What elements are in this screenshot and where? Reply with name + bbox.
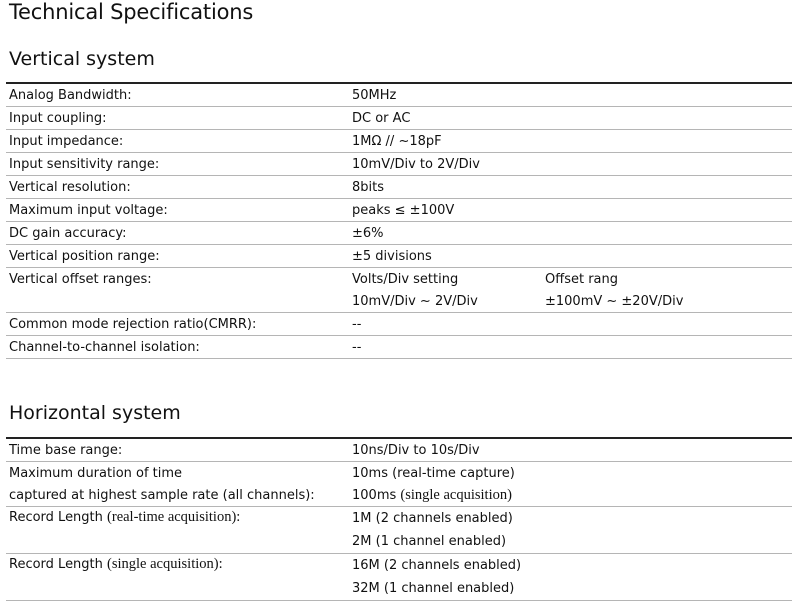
table-row (6, 176, 792, 199)
record-realtime-value-2: 2M (1 channel enabled) (352, 534, 507, 549)
spec-label: Input coupling: (6, 107, 349, 130)
table-row (6, 484, 792, 507)
spec-value: 10mV/Div to 2V/Div (349, 153, 792, 176)
record-single-label-note: (single acquisition): (107, 556, 223, 572)
table-row (6, 462, 792, 485)
spec-label: Channel-to-channel isolation: (6, 336, 349, 359)
duration-value-note: (single acquisition) (400, 486, 512, 503)
record-single-value-1: 16M (2 channels enabled) (352, 558, 522, 573)
spec-value: 50MHz (349, 83, 792, 107)
vertical-system-table (6, 82, 792, 359)
spec-value: 10ms (real-time capture) (352, 465, 515, 481)
table-row (6, 336, 792, 359)
spec-label (6, 507, 349, 554)
record-single-value-2: 32M (1 channel enabled) (352, 581, 515, 596)
table-row (6, 438, 792, 462)
spec-label: Input sensitivity range: (6, 153, 349, 176)
table-row (6, 313, 792, 336)
record-single-label-main: Record Length (9, 557, 103, 572)
spec-value: 1MΩ // ~18pF (349, 130, 792, 153)
spec-label (6, 554, 349, 601)
spec-label: Vertical offset ranges: (9, 271, 152, 287)
spec-value: 10ns/Div to 10s/Div (349, 438, 792, 462)
spec-value: -- (349, 313, 792, 336)
table-row (6, 107, 792, 130)
offset-col1-value: 10mV/Div ~ 2V/Div (349, 290, 542, 313)
vertical-system-heading: Vertical system (9, 48, 155, 70)
spec-label-empty (6, 290, 349, 313)
spec-value: ±5 divisions (349, 245, 792, 268)
spec-label: Vertical resolution: (6, 176, 349, 199)
offset-col1-header: Volts/Div setting (352, 271, 459, 287)
record-realtime-label-main: Record Length (9, 510, 103, 525)
offset-col2-header: Offset rang (545, 271, 618, 287)
table-row (6, 153, 792, 176)
horizontal-system-heading: Horizontal system (9, 402, 181, 424)
table-row (6, 554, 792, 601)
spec-value: peaks ≤ ±100V (349, 199, 792, 222)
table-row (6, 199, 792, 222)
spec-label: Common mode rejection ratio(CMRR): (6, 313, 349, 336)
spec-label: Maximum duration of time (9, 465, 183, 481)
spec-value (349, 554, 792, 601)
spec-value: ±6% (349, 222, 792, 245)
table-row (6, 507, 792, 554)
spec-label: Maximum input voltage: (6, 199, 349, 222)
offset-col2-value: ±100mV ~ ±20V/Div (542, 290, 792, 313)
spec-label: DC gain accuracy: (6, 222, 349, 245)
spec-label: Input impedance: (6, 130, 349, 153)
table-row (6, 245, 792, 268)
record-realtime-label-note: (real-time acquisition): (107, 509, 241, 525)
spec-label: captured at highest sample rate (all channels): (6, 484, 349, 507)
table-row (6, 290, 792, 313)
spec-value: -- (349, 336, 792, 359)
spec-label: Analog Bandwidth: (6, 83, 349, 107)
spec-label: Vertical position range: (6, 245, 349, 268)
table-row (6, 130, 792, 153)
page-title: Technical Specifications (9, 0, 254, 24)
spec-label: Time base range: (6, 438, 349, 462)
spec-value (349, 484, 792, 507)
duration-value-main: 100ms (352, 487, 397, 503)
table-row (6, 268, 792, 291)
horizontal-system-table (6, 437, 792, 601)
spec-value: 8bits (349, 176, 792, 199)
table-row (6, 222, 792, 245)
spec-value (349, 507, 792, 554)
table-row (6, 83, 792, 107)
record-realtime-value-1: 1M (2 channels enabled) (352, 511, 513, 526)
spec-value: DC or AC (349, 107, 792, 130)
